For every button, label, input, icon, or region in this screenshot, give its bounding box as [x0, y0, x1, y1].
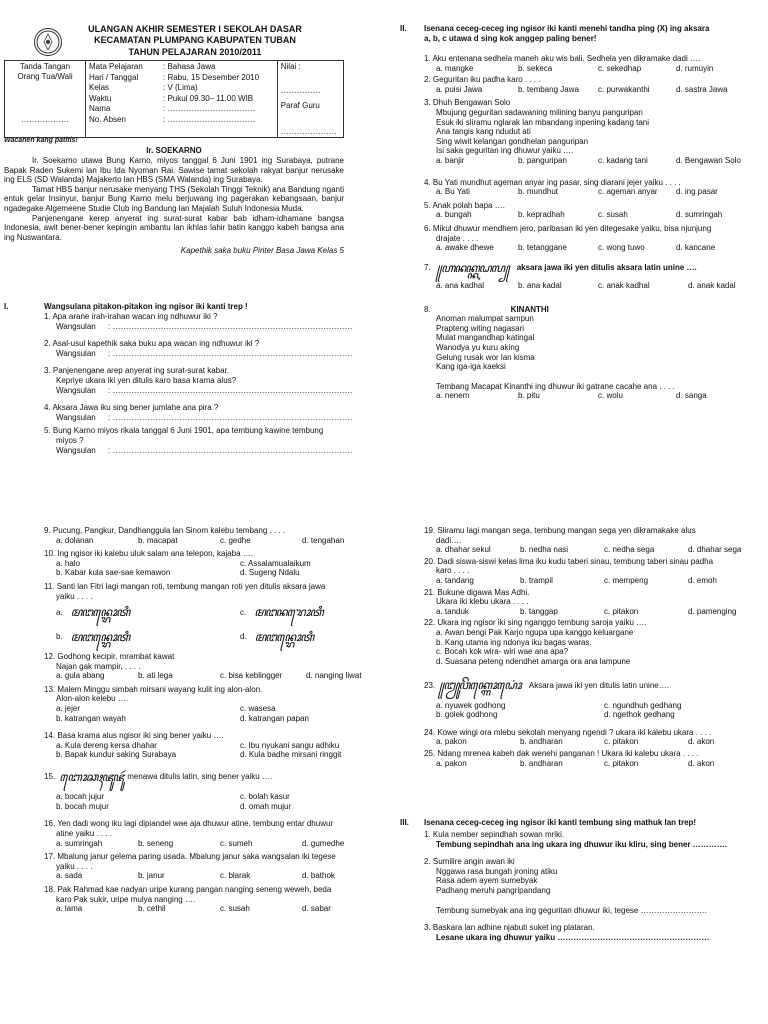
option-d[interactable]: d. anak kadal [688, 281, 736, 291]
fill-question-3: 3. Baskara lan adhine njabuti suket ing plataran. [424, 923, 595, 933]
mc-question-5: 5. Anak polah bapa …. [424, 200, 505, 210]
option-a[interactable]: a. mangke [436, 63, 474, 73]
mc-question-6b: drajate . . . . [436, 233, 479, 243]
essay-question-3b: Kepriye ukara iki yen ditulis karo basa krama alus? [56, 375, 237, 385]
poem-line: Esuk iki sliramu nglarak lan mbandang inpening kadang tani [436, 117, 650, 127]
subject-value: : Bahasa Jawa [163, 62, 216, 71]
option-a[interactable]: a. bungah [436, 210, 472, 220]
poem-line: Kang iga-iga kaeksi [436, 362, 506, 372]
answer-line[interactable]: : ……………………………………………………………………………… [108, 412, 353, 422]
mc-options-15 [56, 792, 364, 811]
option-a[interactable] [56, 605, 240, 619]
header-title [70, 24, 320, 58]
javanese-option-c: ꦩꦔꦤꦫꦺꦴꦠꦶ [254, 605, 323, 620]
questions-9-18 [44, 526, 364, 914]
mc-question-19: 19. Sliramu lagi mangan sega, tembung mangan sega yen dikramakake alus [424, 526, 696, 535]
mc-question-3: 3. Dhuh Bengawan Solo [424, 98, 511, 108]
absen-label: No. Absen [89, 114, 126, 124]
option-letter: a. [56, 607, 63, 617]
option-c[interactable]: c. kadang tani [598, 155, 648, 165]
section1-title: Wangsulana pitakon-pitakon ing ngisor iki kanti trep ! [44, 302, 248, 311]
section2-title-line1: Isenana ceceg-ceceg ing ngisor iki kanti menehi tandha ping (X) ing aksara [424, 24, 710, 33]
mc-options-17 [56, 871, 364, 881]
parent-signature-label2: Orang Tua/Wali [17, 71, 73, 81]
option-b[interactable]: b. andharan [520, 758, 563, 768]
javanese-option-b: ꦩꦔꦤ꧀ꦫꦺꦴꦠꦶ [70, 629, 130, 644]
reading-passage [4, 156, 344, 256]
option-c[interactable]: c. wong tuwo [598, 243, 645, 253]
option-a[interactable]: a. dolanan [56, 535, 94, 545]
reading-instruction: Wacanen kang patitis! [4, 137, 78, 144]
mc-question-22: 22. Ukara ing ngisor iki sing nganggo tembung saroja yaiku …. [424, 618, 647, 628]
mc-options-7 [436, 281, 764, 291]
mc-question-16: 16. Yen dadi wong iku lagi dipiandel wae aja dhuwur atine, tembung entar dhuwur [44, 819, 334, 829]
option-d[interactable]: d. katrangan papan [240, 713, 309, 723]
option-c[interactable]: c. pitakon [604, 737, 639, 747]
poem-line: Gelung rusak wor lan kisma [436, 352, 535, 362]
mc-question-3-prompt: Isi saka geguritan ing dhuwur yaiku …. [436, 146, 574, 156]
mc-options-25 [436, 759, 764, 769]
section1-number: I. [4, 302, 9, 311]
section1-questions [44, 312, 354, 455]
option-c[interactable]: c. bolah kasur [240, 792, 290, 802]
essay-question-2: 2. Asal-usul kapethik saka buku apa wacan ing ndhuwur iki ? [44, 339, 260, 349]
option-c[interactable]: c. ngundhuh gedhang [604, 700, 682, 710]
mc-question-18: 18. Pak Rahmad kae nadyan uripe kurang pangan nanging seneng weweh, beda [44, 885, 332, 895]
mc-options-16 [56, 839, 364, 849]
fill-question-1b[interactable]: Tembung sepindhah ana ing ukara ing dhuwur iku kliru, sing bener …………. [436, 839, 727, 849]
option-c[interactable]: c. bisa keblingger [220, 671, 283, 681]
option-d[interactable]: d. nanging liwat [306, 671, 362, 681]
mc-question-24: 24. Kowe wingi ora mlebu sekolah menyang ngendi ? ukara iki kalebu ukara . . . . [424, 727, 712, 737]
option-c[interactable]: c. susah [598, 210, 628, 220]
option-a[interactable]: a. puisi Jawa [436, 84, 483, 94]
reading-source: Kapethik saka buku Pinter Basa Jawa Kelas 5 [180, 246, 344, 256]
question-number: 23. [424, 680, 436, 690]
option-a[interactable]: a. Kula dereng kersa dhahar [56, 740, 157, 750]
essay-answer-3[interactable] [56, 386, 354, 396]
mc-question-17b: yaiku . . . . [56, 861, 93, 871]
mc-question-9: 9. Pucung, Pangkur, Dandhanggula lan Sinom kalebu tembang . . . . [44, 526, 286, 535]
mc-question-8-prompt: Tembang Macapat Kinanthi ing dhuwur iki gatrane cacahe ana . . . . [436, 381, 675, 391]
option-letter: c. [240, 607, 247, 617]
option-b[interactable]: b. tanggap [520, 606, 558, 616]
mc-question-21: 21. Bukune digawa Mas Adhi. [424, 587, 530, 597]
option-b[interactable]: b. Kang utama ing ndonya iku bagas waras. [436, 637, 592, 647]
option-b[interactable]: b. katrangan wayah [56, 713, 126, 723]
option-a[interactable]: a. Bu Yati [436, 187, 470, 197]
mc-options-18 [56, 904, 364, 914]
option-d[interactable]: d. Kula badhe mirsani ringgit [240, 750, 342, 760]
option-b[interactable]: b. seneng [138, 838, 174, 848]
mc-options-3 [436, 156, 764, 166]
question-number: 15. [44, 772, 56, 782]
score-label: Nilai : [280, 62, 301, 71]
option-letter: d. [240, 631, 247, 641]
mc-question-2: 2. Geguritan iku padha karo . . . . [424, 75, 541, 85]
option-a[interactable]: a. pakon [436, 758, 467, 768]
poem-line: Rasa adem ayem sumebyak [436, 876, 538, 886]
poem-line: Nggawa rasa bungah jroning atiku [436, 866, 558, 876]
option-d[interactable]: d. rumuyin [676, 63, 714, 73]
answer-label: Wangsulan [56, 445, 96, 455]
mc-options-14 [56, 741, 364, 760]
subject-label: Mata Pelajaran [89, 62, 143, 71]
fill-question-2: 2. Sumilire angin awan iki [424, 857, 515, 867]
date-value: : Rabu, 15 Desember 2010 [163, 72, 260, 82]
option-d[interactable]: d. omah mujur [240, 801, 292, 811]
option-d[interactable]: d. ngethok gedhang [604, 710, 675, 720]
fill-question-1: 1. Kula nember sepindhah sowan mriki. [424, 830, 565, 839]
option-a[interactable]: a. awake dhewe [436, 243, 494, 253]
option-b[interactable]: b. mundhut [518, 187, 559, 197]
reading-title: Ir. SOEKARNO [146, 146, 202, 155]
mc-question-23 [424, 678, 764, 692]
option-d[interactable]: d. tengahan [302, 535, 345, 545]
option-d[interactable]: d. pamenging [688, 606, 737, 616]
section3-number: III. [400, 818, 409, 827]
parent-signature-line: ……………… [21, 115, 69, 125]
mc-options-12 [56, 671, 364, 681]
mc-question-7-text: aksara jawa iki yen ditulis aksara latin unine …. [516, 263, 697, 273]
option-a[interactable]: a. tandang [436, 575, 474, 585]
poem-line: Anoman malumpat sampun [436, 314, 534, 324]
class-value: : V (Lima) [163, 83, 198, 93]
option-c[interactable] [240, 605, 364, 619]
reading-paragraph-3: Panjenengane kerep anyerat ing surat-surat kabar bab idham-idhamane bangsa Indonesia, awit bener-bener kepingin ambantu lan ikhlas lahir batin kanggo kabeh bangsa ana ing Nuswantara. [4, 213, 344, 242]
option-c[interactable]: c. wolu [598, 391, 623, 401]
option-a[interactable]: a. nyuwek godhong [436, 700, 506, 710]
option-d[interactable]: d. sastra Jawa [676, 84, 728, 94]
option-c[interactable]: c. wasesa [240, 703, 276, 713]
answer-line[interactable]: : ……………………………………………………………………………… [108, 445, 353, 455]
option-c[interactable]: c. purwakanthi [598, 84, 650, 94]
option-b[interactable]: b. tetanggane [518, 243, 567, 253]
poem-line: Mulat mangandhap katingal [436, 333, 535, 343]
poem-line: Wanodya yu kuru aking [436, 343, 520, 353]
mc-options-10 [56, 559, 364, 578]
parent-signature-cell [5, 61, 86, 138]
option-d[interactable]: d. sumringah [676, 210, 723, 220]
mc-question-13b: Alon-alon kelebu …. [56, 694, 129, 704]
option-d[interactable]: d. bathok [302, 871, 335, 881]
mc-question-4: 4. Bu Yati mundhut ageman anyar ing pasar, sing diarani jejer yaiku . . . . [424, 177, 681, 187]
reading-paragraph-1: Ir. Soekarno utawa Bung Karno, miyos tanggal 6 Juni 1901 ing Surabaya, putrane Bapak Raden Sukemi lan Ibu Ida Nyoman Rai. Sawise tamat sekolah rakyat banjur nerusake ing ELS (SD Walanda) Majakerto lan HBS (SMA Walanda) ing Surabaya. [4, 156, 344, 185]
mc-options-20 [436, 576, 764, 586]
mc-options-11 [56, 605, 364, 644]
student-info-cell [86, 61, 278, 138]
poem-line: Padhang meruhi pangripandang [436, 885, 551, 895]
option-b[interactable]: b. andharan [520, 737, 563, 747]
section2-number: II. [400, 24, 407, 33]
option-a[interactable]: a. sada [56, 871, 83, 881]
poem-lines-3 [436, 108, 764, 156]
option-c[interactable]: c. ageman anyar [598, 187, 658, 197]
poem-line: Mbujung geguritan sadawaning milining banyu panguripan [436, 107, 643, 117]
option-a[interactable]: a. banjir [436, 155, 465, 165]
option-d[interactable]: d. Sugeng Ndalu [240, 568, 300, 578]
mc-options-21 [436, 607, 764, 617]
option-c[interactable]: c. Assalamualaikum [240, 558, 311, 568]
mc-question-1: 1. Aku entenana sedhela maneh aku wis bali. Sedhela yen dikramake dadi …. [424, 54, 701, 63]
mc-question-11: 11. Santi lan Fitri lagi mangan roti, tembung mangan roti yen ditulis aksara jawa [44, 581, 326, 591]
mc-options-23 [436, 701, 764, 720]
essay-answer-2[interactable] [56, 349, 354, 359]
identity-table [4, 60, 344, 138]
mc-options-9 [56, 536, 364, 546]
option-d[interactable]: d. akon [688, 737, 715, 747]
option-b[interactable] [56, 630, 240, 644]
essay-question-5: 5. Bung Karno miyos rikala tanggal 6 Juni 1901, apa tembung kawine tembung [44, 426, 324, 436]
poem-line: Prapteng witing nagasari [436, 323, 525, 333]
mc-options-5 [436, 210, 764, 220]
score-cell [277, 61, 343, 138]
answer-line[interactable]: : ……………………………………………………………………………… [108, 321, 353, 331]
time-value: : Pukul 09.30– 11.00 WIB [163, 93, 254, 103]
option-b[interactable]: b. cethil [138, 904, 166, 914]
essay-question-3: 3. Panjenengane arep anyerat ing surat-surat kabar. [44, 366, 230, 376]
option-a[interactable]: a. gula abang [56, 671, 105, 681]
option-a[interactable]: a. lama [56, 904, 83, 914]
mc-question-15-text: menawa ditulis latin, sing bener yaiku …. [127, 772, 273, 782]
mc-question-25: 25. Ndang mrenea kabeh dak wenehi panganan ! Ukara iki kalebu ukara . . . . [424, 749, 699, 759]
option-d[interactable] [240, 630, 364, 644]
option-d[interactable]: d. akon [688, 758, 715, 768]
mc-question-16b: atine yaiku . . . . [56, 829, 113, 839]
poem-line: Sing wiwit kelangan gondhelan panguripan [436, 136, 589, 146]
option-b[interactable]: b. tembang Jawa [518, 84, 579, 94]
mc-question-20b: karo . . . . [436, 566, 470, 576]
teacher-sign-label: Paraf Guru [280, 101, 320, 111]
option-a[interactable]: a. tanduk [436, 606, 469, 616]
class-label: Kelas [89, 83, 110, 93]
option-a[interactable]: a. jejer [56, 703, 81, 713]
mc-options-2 [436, 85, 764, 95]
option-d[interactable]: d. ing pasar [676, 187, 718, 197]
option-letter: b. [56, 631, 63, 641]
option-a[interactable]: a. bocah jujur [56, 792, 105, 802]
question-number: 8. [424, 304, 431, 314]
essay-question-4: 4. Aksara Jawa iku sing bener jumlahe ana pira ? [44, 403, 219, 413]
fill-poem-2 [436, 867, 764, 915]
mc-options-1 [436, 64, 764, 74]
answer-label: Wangsulan [56, 348, 96, 358]
answer-label: Wangsulan [56, 321, 96, 331]
option-b[interactable]: b. kepradhah [518, 210, 565, 220]
answer-label: Wangsulan [56, 412, 96, 422]
javanese-option-a: ꦩꦔꦤ꧀ꦫꦺꦴꦠꦶ [70, 605, 130, 620]
mc-question-11b: yaiku . . . . [56, 591, 93, 601]
mc-options-19 [436, 545, 764, 555]
teacher-sign-line: ………………… [280, 126, 337, 136]
question-number: 7. [424, 263, 431, 273]
javanese-option-d: ꦩꦔꦤ꧀ꦫꦺꦴꦠꦶ [254, 629, 314, 644]
mc-question-21b: Ukara iki klebu ukara . . . . [436, 597, 529, 607]
mc-question-15 [44, 770, 364, 784]
option-c[interactable]: c. sekedhap [598, 63, 642, 73]
option-b[interactable]: b. golek godhong [436, 710, 498, 720]
mc-question-10: 10. Ing ngisor iki kalebu uluk salam ana telepon, kajaba …. [44, 549, 254, 559]
kinanthi-title: KINANTHI [510, 304, 549, 314]
poem-line: Ana tangis kang ndudut ati [436, 127, 531, 137]
answer-line[interactable]: : ……………………………………………………………………………… [108, 348, 353, 358]
option-c[interactable]: c. pitakon [604, 758, 639, 768]
mc-options-13 [56, 704, 364, 723]
option-a[interactable]: a. nenem [436, 391, 470, 401]
option-d[interactable]: d. emoh [688, 575, 717, 585]
mc-question-7 [424, 261, 764, 275]
school-logo-icon [34, 28, 62, 56]
option-c[interactable]: c. anak kadhal [598, 281, 650, 291]
header-title-line1: ULANGAN AKHIR SEMESTER I SEKOLAH DASAR [88, 24, 302, 34]
option-b[interactable]: b. bocah mujur [56, 801, 109, 811]
kinanthi-lines [436, 314, 764, 391]
mc-options-24 [436, 737, 764, 747]
mc-question-6: 6. Mikul dhuwur mendhem jero, paribasan iki yen ditegesake yaiku, bisa njunjung [424, 223, 712, 233]
option-b[interactable]: b. Kabar kula sae-sae kemawon [56, 568, 171, 578]
option-d[interactable]: d. kancane [676, 243, 716, 253]
parent-signature-label: Tanda Tangan [19, 62, 71, 71]
option-b[interactable]: b. panguripan [518, 155, 567, 165]
option-a[interactable]: a. Awan bengi Pak Karjo ngupa upa kanggo keluargane [436, 627, 634, 637]
header-title-line3: TAHUN PELAJARAN 2010/2011 [128, 46, 262, 57]
option-c[interactable]: c. blarak [220, 871, 251, 881]
option-d[interactable]: d. sanga [676, 391, 707, 401]
mc-question-17: 17. Mbalung janur gelema paring usada. Mbalung janur saka wangsalan iki tegese [44, 852, 336, 862]
option-c[interactable]: c. gedhe [220, 535, 251, 545]
option-c[interactable]: c. susah [220, 904, 250, 914]
mc-options-6 [436, 243, 764, 253]
date-label: Hari / Tanggal [89, 72, 139, 82]
essay-answer-4[interactable] [56, 413, 354, 423]
mc-question-23-text: Aksara jawa iki yen ditulis latin unine…. [528, 680, 669, 690]
option-c[interactable]: c. mempeng [604, 575, 649, 585]
javanese-script-15: ꦧꦺꦴꦕꦃꦗꦸꦗꦸꦂ [59, 769, 124, 784]
option-b[interactable]: b. Bapak kundur saking Surabaya [56, 750, 177, 760]
option-a[interactable]: a. pakon [436, 737, 467, 747]
essay-question-1: 1. Apa arane irah-irahan wacan ing ndhuwur iki ? [44, 312, 218, 321]
name-field[interactable]: : …………………………… [163, 104, 256, 114]
mc-options-22 [436, 628, 764, 666]
fill-question-3b[interactable]: Lesane ukara ing dhuwur yaiku ………………………………………………… [436, 932, 710, 942]
essay-answer-1[interactable] [56, 322, 354, 332]
section2-title-line2: a, b, c utawa d sing kok anggep paling bener! [424, 33, 597, 43]
questions-19-25 [424, 526, 764, 768]
mc-question-18b: karo Pak sukir, uripe mulya nanging …. [56, 894, 196, 904]
option-b[interactable]: b. pitu [518, 391, 540, 401]
javanese-script-23: ꧋ꦔꦾꦸꦮꦼꦏ꧀ꦒꦺꦴꦝꦺꦴꦁ [439, 678, 521, 693]
section2-questions [424, 54, 764, 401]
mc-question-12: 12. Godhong kecipir, mrambat kawat [44, 651, 175, 661]
option-c[interactable]: c. nedha sega [604, 545, 655, 555]
option-a[interactable]: a. halo [56, 558, 81, 568]
option-c[interactable]: c. Bocah kok wira- wiri wae ana apa? [436, 647, 569, 657]
mc-question-14: 14. Basa krama alus ngisor iki sing bener yaiku …. [44, 731, 224, 741]
mc-options-4 [436, 187, 764, 197]
option-d[interactable]: d. gumedhe [302, 838, 345, 848]
score-field[interactable]: …………… [280, 85, 321, 95]
section3-questions [424, 830, 764, 942]
option-b[interactable]: b. ati lega [138, 671, 173, 681]
mc-question-20: 20. Dadi siswa-siswi kelas lima iku kudu taberi sinau, tembung taberi sinau padha [424, 556, 714, 566]
essay-question-5b: miyos ? [56, 435, 84, 445]
option-a[interactable]: a. dhahar sekul [436, 545, 491, 555]
name-label: Nama [89, 104, 111, 114]
mc-question-13: 13. Malem Minggu simbah mirsani wayang kulit ing alon-alon. [44, 684, 263, 694]
option-b[interactable]: b. trampil [520, 575, 553, 585]
fill-question-2-prompt[interactable]: Tembung sumebyak ana ing geguritan dhuwur iki, tegese ……………………. [436, 905, 707, 915]
option-a[interactable]: a. sumringah [56, 838, 103, 848]
mc-question-19b: dadi…. [436, 535, 462, 545]
reading-paragraph-2: Tamat HBS banjur nerusake menyang THS (Sekolah Tinggi Teknik) ana Bandung nganti entuk gelar Insinyur, banjur Bung Karno melu berjuwang ing pagerakan kebangsaan, banjur ngadegake Algemeene Studie Club ing Bandung lan Majalah Suluh Indonesia Muda. [4, 184, 344, 213]
mc-question-8 [424, 305, 764, 315]
option-d[interactable]: d. Bengawan Solo [676, 155, 741, 165]
mc-question-12b: Najan gak mampir, . . . . [56, 661, 141, 671]
section3-title: Isenana ceceg-ceceg ing ngisor iki kanti tembung sing mathuk lan trep! [424, 818, 697, 827]
option-d[interactable]: d. Suasana peteng ndendhet amarga ora ana lampune [436, 656, 631, 666]
essay-answer-5[interactable] [56, 446, 354, 456]
absen-field[interactable]: : …………………………… [163, 114, 256, 124]
option-b[interactable]: b. ana kadal [518, 281, 562, 291]
option-c[interactable]: c. pitakon [604, 606, 639, 616]
option-b[interactable]: b. janur [138, 871, 165, 881]
option-b[interactable]: b. nedha nasi [520, 545, 569, 555]
mc-options-8 [436, 391, 764, 401]
section2-title [424, 24, 764, 43]
option-b[interactable]: b. macapat [138, 535, 178, 545]
javanese-script-7: ꧋ꦲꦤꦏ꧀ꦏꦝꦭ꧀ [436, 260, 509, 275]
time-label: Waktu [89, 93, 112, 103]
option-d[interactable]: d. dhahar sega [688, 545, 742, 555]
option-d[interactable]: d. sabar [302, 904, 331, 914]
option-c[interactable]: c. Ibu nyukani sangu adhiku [240, 740, 340, 750]
option-a[interactable]: a. ana kadhal [436, 281, 485, 291]
answer-line[interactable]: : ……………………………………………………………………………… [108, 385, 353, 395]
header-title-line2: KECAMATAN PLUMPANG KABUPATEN TUBAN [94, 35, 296, 46]
option-c[interactable]: c. sumeh [220, 838, 253, 848]
option-b[interactable]: b. sekeca [518, 63, 553, 73]
answer-label: Wangsulan [56, 385, 96, 395]
